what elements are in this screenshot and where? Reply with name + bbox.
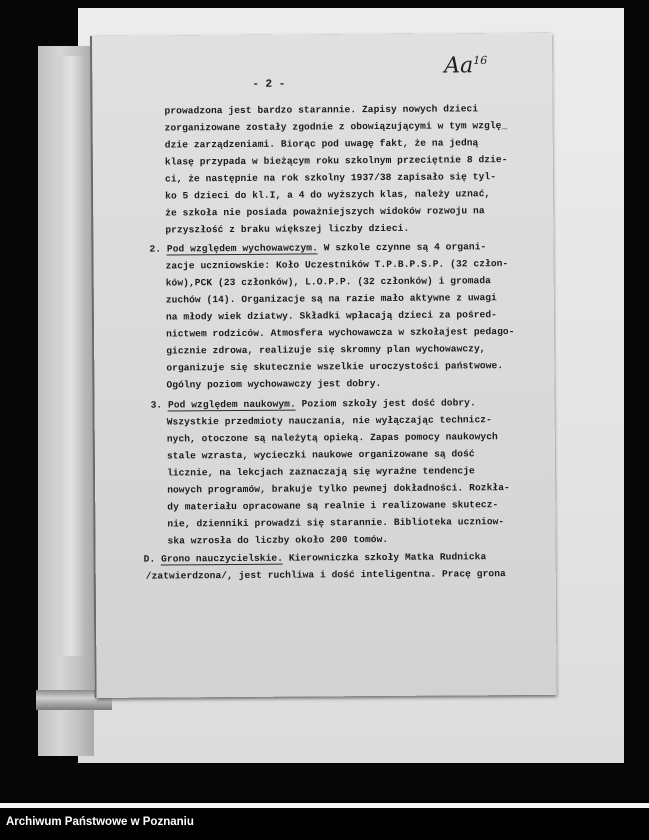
archive-name: Archiwum Państwowe w Poznaniu xyxy=(6,816,194,828)
text-line: ków),PCK (23 członków), L.O.P.P. (32 członków) i gromada xyxy=(165,275,491,289)
handwritten-sup: 16 xyxy=(473,53,488,68)
text-line: na młody wiek dziatwy. Składki wpłacają dzieci za pośred- xyxy=(165,309,498,323)
text-line: organizuje się skutecznie wszelkie uroczystości państwowe. xyxy=(166,360,504,374)
handwritten-note: Aa xyxy=(444,53,474,79)
text-line: ci, że następnie na rok szkolny 1937/38 zapisało się tyl- xyxy=(164,171,497,185)
text-line: licznie, na lekcjach zaznaczają się wyraźne tendencje xyxy=(167,465,475,479)
text-line: /zatwierdzona/, jest ruchliwa i dość inteligentna. Pracę grona xyxy=(145,568,506,582)
section-heading: Pod względem naukowym. xyxy=(167,398,296,411)
text-line: przyszłość z braku większej liczby dzieci. xyxy=(165,222,410,236)
footer xyxy=(0,800,649,840)
text-line: nictwem rodziców. Atmosfera wychowawcza w szkołajest pedago- xyxy=(166,326,515,340)
text-line: Wszystkie przedmioty nauczania, nie wyłączając technicz- xyxy=(166,414,492,428)
text-line: dzie zarządzeniami. Biorąc pod uwagę fakt, że na jedną xyxy=(164,137,479,151)
text-line: ska wzrosła do liczby około 200 tomów. xyxy=(167,533,389,547)
footer-divider xyxy=(0,803,649,808)
section-heading: Grono nauczycielskie. xyxy=(161,552,284,565)
text-line: zorganizowane zostały zgodnie z obowiązującymi w tym wzglę_ xyxy=(164,120,508,134)
document-page xyxy=(92,33,557,698)
text-line: dy materiału opracowane są realnie i realizowane skutecz- xyxy=(167,499,499,513)
text-line: zuchów (14). Organizacje są na razie mało aktywne z uwagi xyxy=(165,292,497,306)
page-edges-inner xyxy=(58,56,84,656)
text-line: prowadzona jest bardzo starannie. Zapisy nowych dzieci xyxy=(164,103,479,117)
section-heading: Pod względem wychowawczym. xyxy=(166,242,318,255)
text-line: stale wzrasta, wycieczki naukowe organizowane są dość xyxy=(166,448,475,462)
text-line: D. Grono nauczycielskie. Kierowniczka szkoły Matka Rudnicka xyxy=(143,551,487,565)
text-line: że szkoła nie posiada poważniejszych widoków rozwoju na xyxy=(165,205,485,219)
text-line: gicznie zdrowa, realizuje się skromny plan wychowawczy, xyxy=(166,343,486,357)
handwritten-annotation xyxy=(444,53,487,78)
text-line: 2. Pod względem wychowawczym. W szkole czynne są 4 organi- xyxy=(149,241,487,255)
text-line: nie, dzienniki prowadzi się starannie. Biblioteka uczniow- xyxy=(167,516,505,530)
text-line: ko 5 dzieci do kl.I, a 4 do wyższych klas, należy uznać, xyxy=(165,188,491,202)
text-line: nowych programów, brakuje tylko pewnej dokładności. Rozkła- xyxy=(167,482,510,496)
page-number: - 2 - xyxy=(252,78,286,91)
text-line: nych, otoczone są należytą opieką. Zapas pomocy naukowych xyxy=(166,431,498,445)
text-line: 3. Pod względem naukowym. Poziom szkoły jest dość dobry. xyxy=(150,397,476,411)
text-line: Ogólny poziom wychowawczy jest dobry. xyxy=(166,377,382,391)
text-line: klasę przypada w bieżącym roku szkolnym przeciętnie 8 dzie- xyxy=(164,154,508,168)
text-line: zacje uczniowskie: Koło Uczestników T.P.B.P.S.P. (32 człon- xyxy=(165,258,509,272)
